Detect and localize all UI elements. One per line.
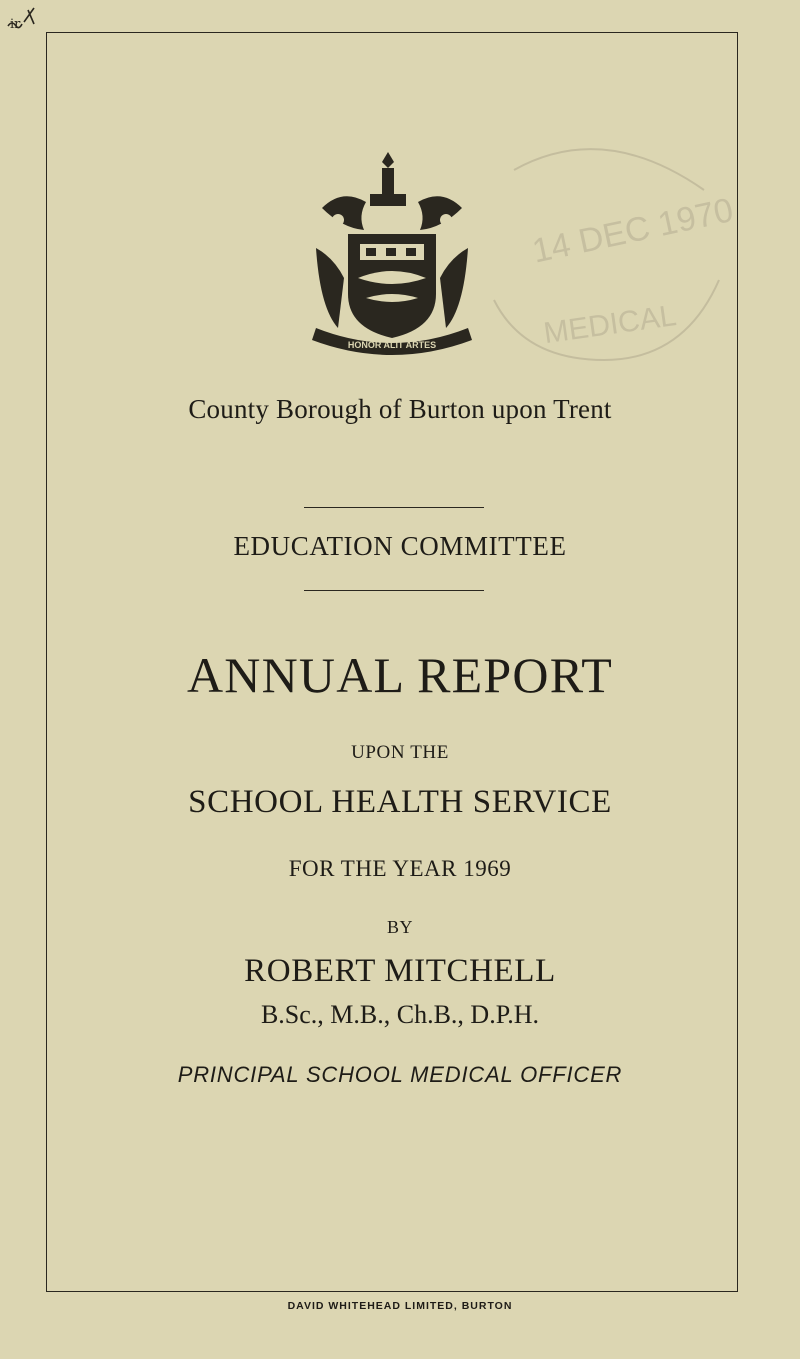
committee-name: EDUCATION COMMITTEE [233,531,567,561]
author-title: PRINCIPAL SCHOOL MEDICAL OFFICER [177,1062,623,1087]
handwritten-mark [2,0,50,34]
borough-name: County Borough of Burton upon Trent [188,394,612,424]
report-title: ANNUAL REPORT [186,647,614,703]
printer-imprint: DAVID WHITEHEAD LIMITED, BURTON [287,1300,513,1312]
stamp-date: 14 DEC 1970 [528,191,736,271]
handwritten-mark-text: ir [10,17,21,32]
by-label: BY [386,917,413,937]
author-degrees: B.Sc., M.B., Ch.B., D.P.H. [260,1000,540,1029]
service-title: SCHOOL HEALTH SERVICE [188,784,612,820]
upon-the-label: UPON THE [351,742,449,763]
stamp-word: MEDICAL [541,298,679,351]
library-stamp [474,130,736,380]
crest-motto: HONOR ALIT ARTES [347,340,437,350]
report-year: FOR THE YEAR 1969 [288,856,512,881]
divider-top [304,507,484,508]
borough-coat-of-arms [308,148,476,358]
author-name: ROBERT MITCHELL [244,953,556,989]
divider-bottom [304,590,484,591]
